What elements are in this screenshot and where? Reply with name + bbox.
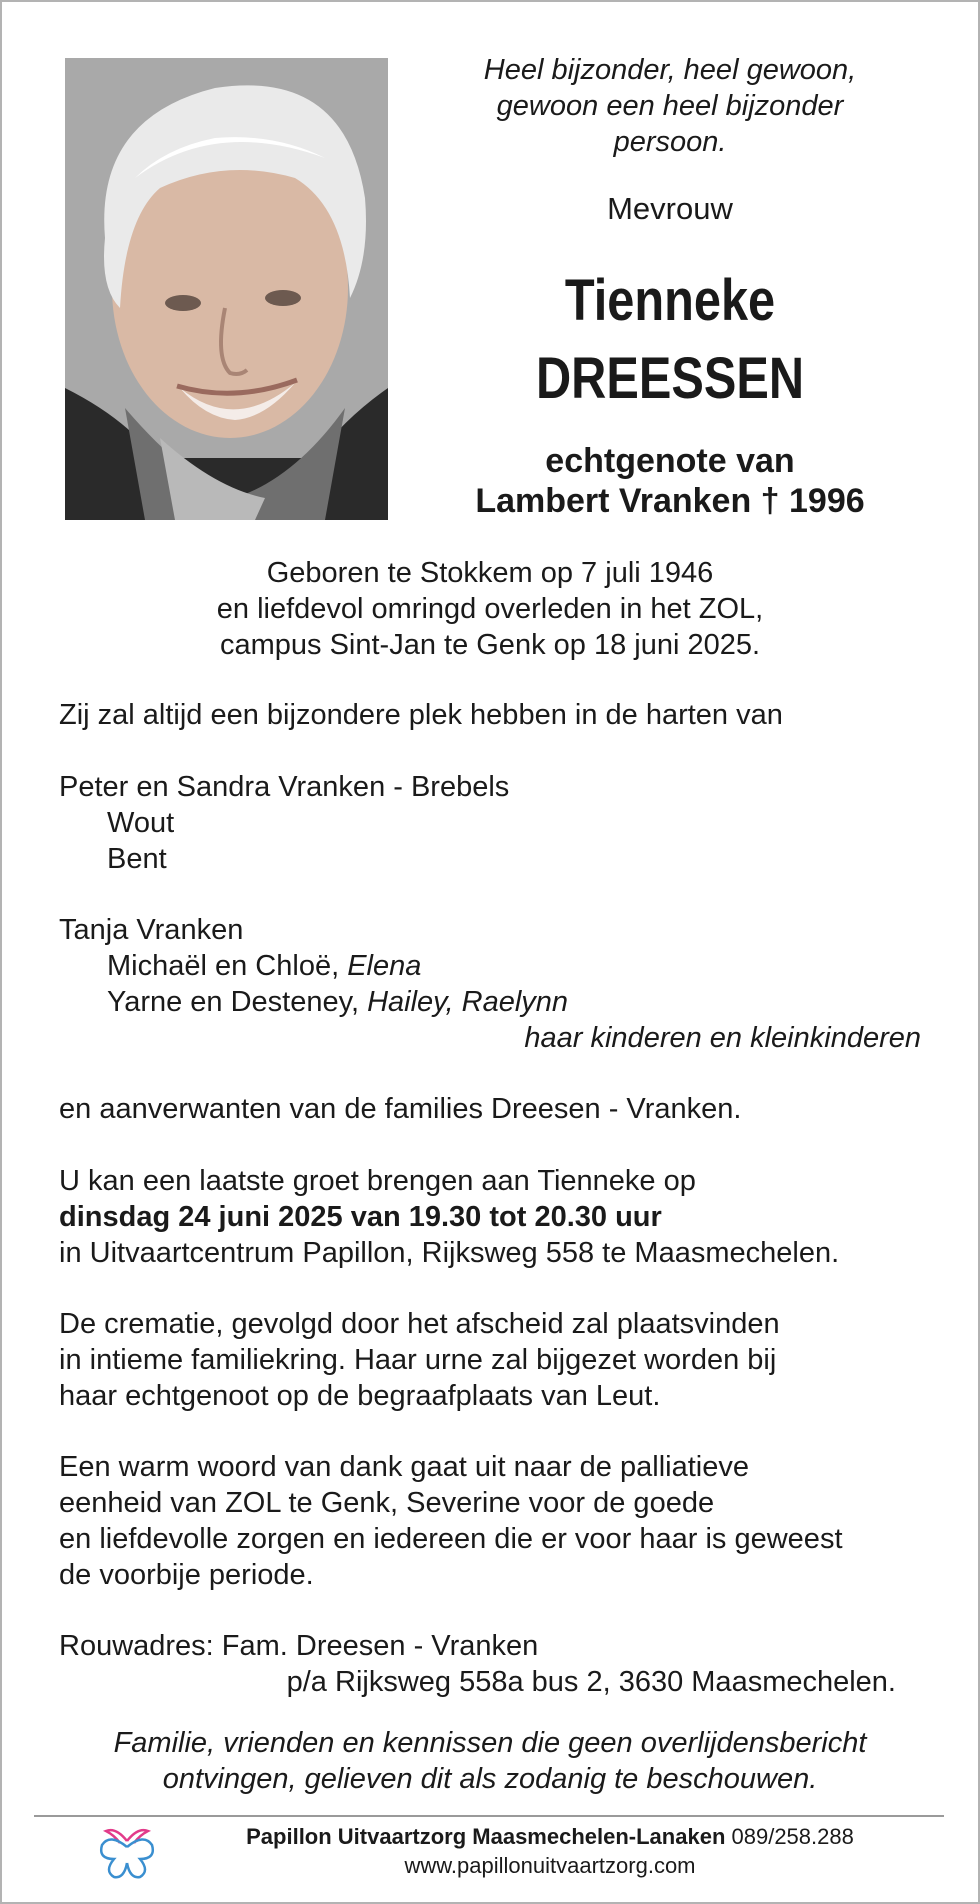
cremation-line: haar echtgenoot op de begraafplaats van Leut. [59, 1380, 661, 1412]
grandchild: Bent [107, 843, 167, 875]
cremation-line: De crematie, gevolgd door het afscheid zal plaatsvinden [59, 1308, 780, 1340]
motto-line: gewoon een heel bijzonder [496, 90, 844, 122]
visit-line-1: U kan een laatste groet brengen aan Tienneke op [59, 1165, 696, 1197]
first-name: Tienneke [564, 268, 776, 333]
butterfly-logo-icon [96, 1825, 158, 1883]
mourning-address: Rouwadres: Fam. Dreesen - Vranken [59, 1630, 539, 1662]
spouse-line-1: echtgenote van [545, 442, 795, 480]
spouse-info [420, 441, 920, 521]
thanks-line: en liefdevolle zorgen en iedereen die er voor haar is geweest [59, 1523, 843, 1555]
funeral-home-website[interactable]: www.papillonuitvaartzorg.com [404, 1853, 696, 1878]
closing-note [0, 1725, 980, 1797]
motto-line: Heel bijzonder, heel gewoon, [483, 54, 857, 86]
footer-divider [34, 1815, 944, 1817]
grandchild-names: Michaël en Chloë, [107, 950, 348, 982]
visit-location: in Uitvaartcentrum Papillon, Rijksweg 558 te Maasmechelen. [59, 1237, 840, 1269]
funeral-home-footer [190, 1822, 910, 1880]
deceased-name [460, 262, 880, 418]
grandchild-family [107, 948, 421, 984]
born-line: campus Sint-Jan te Genk op 18 juni 2025. [219, 629, 761, 661]
thanks-line: Een warm woord van dank gaat uit naar de palliatieve [59, 1451, 749, 1483]
family-caption: haar kinderen en kleinkinderen [524, 1022, 921, 1054]
great-grandchild-names: Hailey, Raelynn [367, 986, 569, 1018]
grandchild-names: Yarne en Desteney, [107, 986, 368, 1018]
motto [420, 52, 920, 160]
thanks-line: eenheid van ZOL te Genk, Severine voor de goede [59, 1487, 715, 1519]
funeral-home-line [190, 1822, 910, 1851]
grandchild: Wout [107, 807, 175, 839]
title-mevrouw: Mevrouw [607, 191, 733, 226]
great-grandchild-names: Elena [347, 950, 422, 982]
closing-line: Familie, vrienden en kennissen die geen overlijdensbericht [113, 1727, 867, 1759]
birth-death-info [0, 555, 980, 663]
relatives-text: en aanverwanten van de families Dreesen - Vranken. [59, 1093, 742, 1125]
cremation-line: in intieme familiekring. Haar urne zal bijgezet worden bij [59, 1344, 777, 1376]
portrait-photo [65, 58, 388, 520]
family-head-2: Tanja Vranken [59, 914, 244, 946]
motto-line: persoon. [613, 126, 727, 158]
spouse-line-2: Lambert Vranken † 1996 [475, 482, 865, 520]
thanks-line: de voorbije periode. [59, 1559, 314, 1591]
closing-line: ontvingen, gelieven dit als zodanig te beschouwen. [162, 1763, 818, 1795]
intro-text: Zij zal altijd een bijzondere plek hebben in de harten van [59, 699, 783, 731]
family-head-1: Peter en Sandra Vranken - Brebels [59, 771, 510, 803]
mourning-address-street: p/a Rijksweg 558a bus 2, 3630 Maasmechelen. [286, 1666, 896, 1698]
funeral-home-name: Papillon Uitvaartzorg Maasmechelen-Lanaken [246, 1824, 726, 1849]
grandchild-family [107, 984, 568, 1020]
last-name: DREESSEN [535, 346, 805, 411]
born-line: Geboren te Stokkem op 7 juli 1946 [266, 557, 714, 589]
funeral-home-phone: 089/258.288 [725, 1824, 854, 1849]
visit-date: dinsdag 24 juni 2025 van 19.30 tot 20.30 uur [59, 1201, 662, 1233]
born-line: en liefdevol omringd overleden in het ZOL, [216, 593, 764, 625]
